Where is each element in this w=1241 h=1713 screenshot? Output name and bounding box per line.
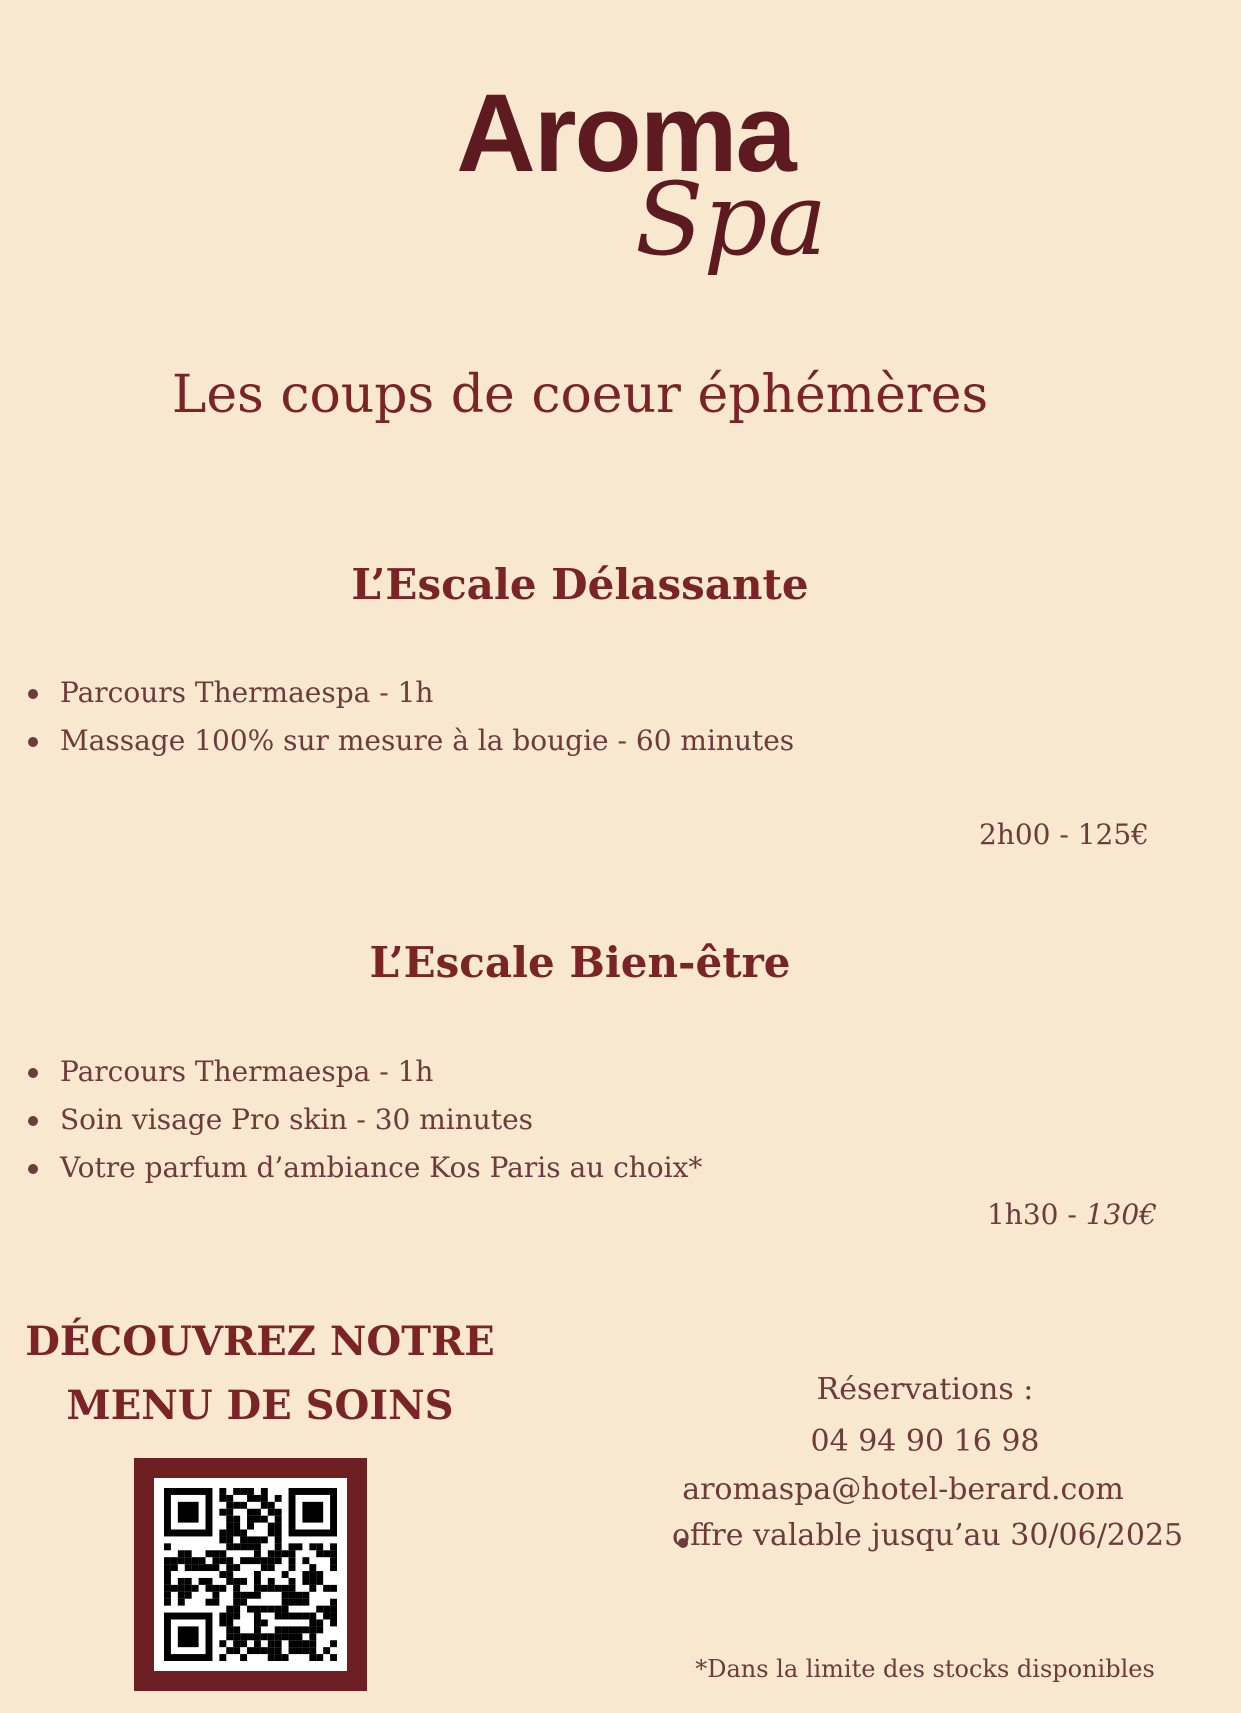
cta-line-1: DÉCOUVREZ NOTRE [25,1318,495,1365]
duration: 1h30 [986,1198,1059,1231]
price-separator: - [1050,818,1078,851]
reservations-label: Réservations : [816,1372,1034,1407]
logo-aroma: Aroma [456,72,795,195]
offer-list-bien-etre [22,1048,702,1192]
list-item: Massage 100% sur mesure à la bougie - 60 minutes [22,717,794,765]
list-item: Votre parfum d’ambiance Kos Paris au choix* [22,1144,702,1192]
menu-cta [0,1310,520,1438]
footnote: *Dans la limite des stocks disponibles [695,1655,1155,1683]
duration: 2h00 [978,818,1051,851]
price: 130€ [1085,1198,1157,1231]
qr-code-pattern [164,1488,337,1661]
offer-list-delassante [22,669,794,765]
logo-spa: Spa [635,161,828,278]
phone-number[interactable]: 04 94 90 16 98 [810,1424,1040,1459]
offer-title-bien-etre: L’Escale Bien-être [369,938,791,987]
qr-code[interactable] [134,1458,367,1691]
offer-price-bien-etre [987,1198,1157,1231]
list-item: Parcours Thermaespa - 1h [22,1048,702,1096]
price: 125€ [1077,818,1149,851]
cta-line-2: MENU DE SOINS [66,1382,454,1429]
price-separator: - [1058,1198,1086,1231]
email-link[interactable]: aromaspa@hotel-berard.com [682,1472,1124,1507]
offer-validity: offre valable jusqu’au 30/06/2025 [672,1518,1184,1553]
offer-title-delassante: L’Escale Délassante [351,560,809,609]
page-title: Les coups de coeur éphémères [171,365,989,425]
list-item: Parcours Thermaespa - 1h [22,669,794,717]
offer-price-delassante [979,818,1149,851]
list-item: Soin visage Pro skin - 30 minutes [22,1096,702,1144]
